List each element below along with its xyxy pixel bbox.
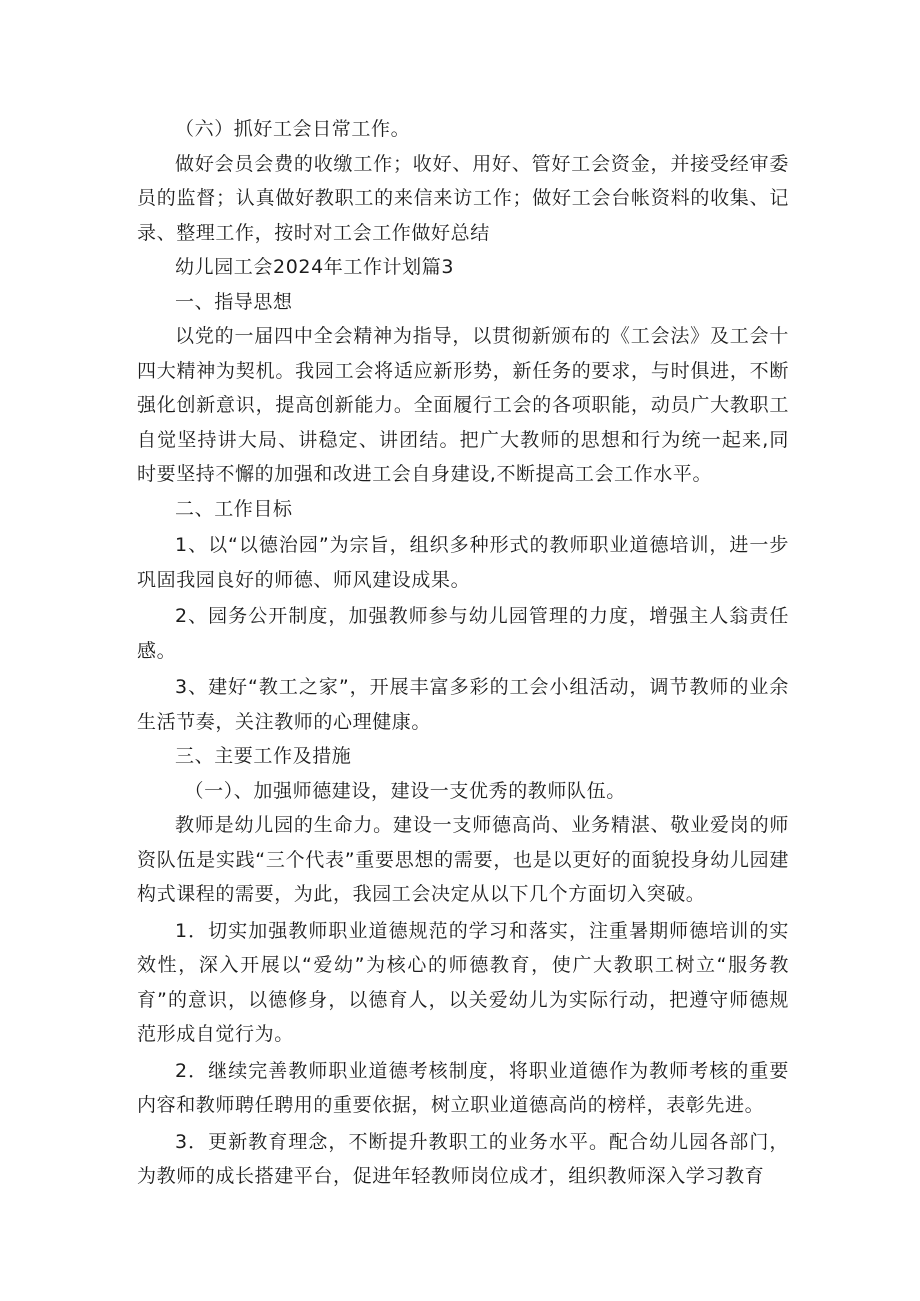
section-heading-6: （六）抓好工会日常工作。	[175, 118, 411, 140]
paragraph: 做好会员会费的收缴工作；收好、用好、管好工会资金，并接受经审委员的监督；认真做好教职工的来信来访工作；做好工会台帐资料的收集、记录、整理工作，按时对工会工作做好总结	[137, 152, 789, 244]
goal-item: 3、建好“教工之家”，开展丰富多彩的工会小组活动，调节教师的业余生活节奏，关注教师的心理健康。	[137, 676, 789, 733]
subsection-heading: （一）、加强师德建设，建设一支优秀的教师队伍。	[184, 779, 626, 802]
document-body	[137, 112, 789, 1194]
paragraph: 教师是幼儿园的生命力。建设一支师德高尚、业务精湛、敬业爱岗的师资队伍是实践“三个代表”重要思想的需要，也是以更好的面貌投身幼儿园建构式课程的需要，为此，我园工会决定从以下几个方面切入突破。	[137, 814, 789, 905]
measure-item: 1．切实加强教师职业道德规范的学习和落实，注重暑期师德培训的实效性，深入开展以“爱幼”为核心的师德教育，使广大教职工树立“服务教育”的意识，以德修身，以德育人，以关爱幼儿为实际行动，把遵守师德规范形成自觉行为。	[137, 919, 789, 1045]
section-heading-work-goals: 二、工作目标	[175, 497, 293, 520]
measure-item: 2．继续完善教师职业道德考核制度，将职业道德作为教师考核的重要内容和教师聘任聘用的重要依据，树立职业道德高尚的榜样，表彰先进。	[137, 1059, 789, 1116]
paragraph: 以党的一届四中全会精神为指导，以贯彻新颁布的《工会法》及工会十四大精神为契机。我园工会将适应新形势，新任务的要求，与时俱进，不断强化创新意识，提高创新能力。全面履行工会的各项职能，动员广大教职工自觉坚持讲大局、讲稳定、讲团结。把广大教师的思想和行为统一起来,同时要坚持不懈的加强和改进工会自身建设,不断提高工会工作水平。	[137, 325, 789, 485]
document-subtitle: 幼儿园工会2024年工作计划篇3	[175, 256, 455, 278]
goal-item: 2、园务公开制度，加强教师参与幼儿园管理的力度，增强主人翁责任感。	[137, 605, 789, 662]
section-heading-main-work: 三、主要工作及措施	[175, 745, 352, 767]
section-heading-guiding-ideology: 一、指导思想	[175, 290, 293, 313]
goal-item: 1、以“以德治园”为宗旨，组织多种形式的教师职业道德培训，进一步巩固我园良好的师德、师风建设成果。	[137, 534, 789, 591]
measure-item: 3．更新教育理念，不断提升教职工的业务水平。配合幼儿园各部门，为教师的成长搭建平台，促进年轻教师岗位成才，组织教师深入学习教育	[137, 1130, 789, 1187]
